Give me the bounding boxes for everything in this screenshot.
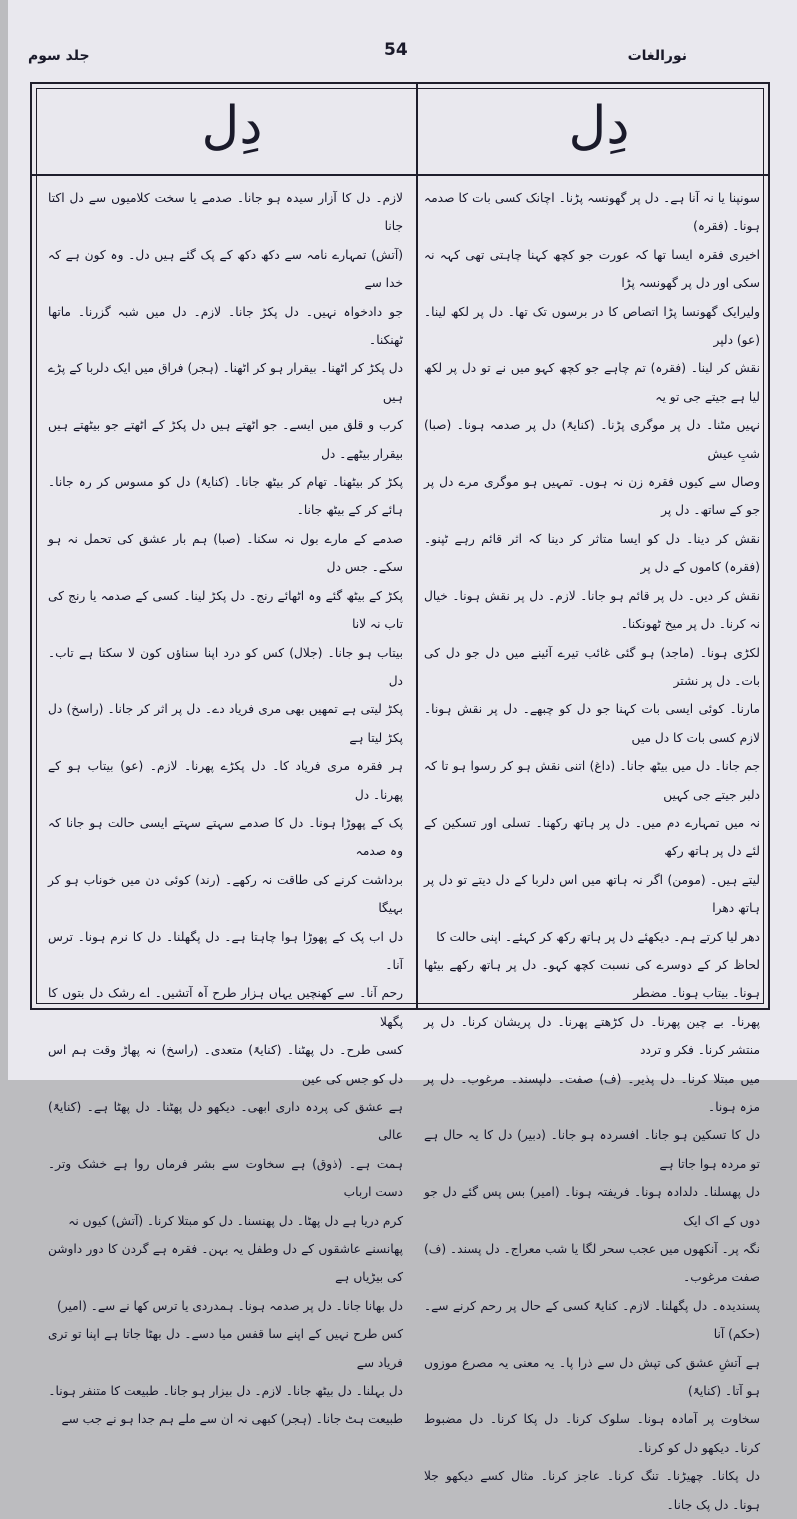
entry-line: (آتش) تمہارے نامہ سے دکھ دکھ کے پک گئے ہیں دل۔ وہ کون ہے کہ خدا سے	[48, 247, 403, 291]
entry-line: مارنا۔ کوئی ایسی بات کہنا جو دل کو چبھے۔ دل پر نقش ہونا۔ لازم کسی بات کا دل میں	[424, 702, 760, 745]
entry-line: ہر فقرہ مری فریاد کا۔ دل پکڑے پھرنا۔ لازم۔ (عو) بیتاب ہو کے پھرنا۔ دل	[48, 759, 403, 802]
entry-line: دل بھانا جانا۔ دل پر صدمہ ہونا۔ ہمدردی یا ترس کھا نے سے۔ (امیر)	[57, 1298, 403, 1313]
entry-line: بیتاب ہو جانا۔ (جلال) کس کو درد اپنا سناؤں کون لا سکتا ہے تاب۔ دل	[48, 645, 403, 688]
entry-line: نہیں مٹنا۔ دل پر موگری پڑنا۔ (کنایۃً) دل پر صدمہ ہونا۔ (صبا) شبِ عیش	[424, 418, 760, 461]
entry-line: سخاوت پر آمادہ ہونا۔ سلوک کرنا۔ دل پکا کرنا۔ دل مضبوط کرنا۔ دیکھو دل کو کرنا۔	[424, 1412, 760, 1455]
entry-line: کس طرح نہیں کے اپنے سا قفس میا دسے۔ دل بھٹا جاتا ہے اپنا تو تری فریاد سے	[48, 1327, 403, 1370]
column-left-text	[48, 184, 403, 1434]
entry-line: دل پھسلنا۔ دلدادہ ہونا۔ فریفتہ ہونا۔ (امیر) بس پس گئے دل جو دوں کے اک ایک	[424, 1185, 760, 1228]
entry-line: جم جانا۔ دل میں بیٹھ جانا۔ (داغ) اتنی نقش ہو کر رسوا ہو تا کہ دلبر جیتے جی کہیں	[424, 759, 760, 802]
entry-line: میں مبتلا کرنا۔ دل پذیر۔ (ف) صفت۔ دلپسند۔ مرغوب۔ دل پر مزہ ہونا۔	[424, 1071, 760, 1114]
entry-line: کرم دریا ہے دل پھٹا۔ دل پھنسنا۔ دل کو مبتلا کرنا۔ (آتش) کیوں نہ	[68, 1213, 403, 1228]
running-head-volume: جلد سوم	[28, 48, 90, 64]
page-number: 54	[384, 40, 408, 60]
entry-line: دھر لیا کرتے ہم۔ دیکھئے دل پر ہاتھ رکھ کر کہئے۔ اپنی حالت کا	[436, 929, 760, 944]
entry-line: دل کا تسکین ہو جانا۔ افسردہ ہو جانا۔ (دبیر) دل کا یہ حال ہے تو مردہ ہوا جاتا ہے	[424, 1128, 760, 1171]
entry-line: ہمت ہے۔ (ذوق) ہے سخاوت سے بشر فرماں روا ہے خشک وتر۔ دست ارباب	[48, 1156, 403, 1200]
entry-line: نگہ پر۔ آنکھوں میں عجب سحر لگا یا شب معراج۔ دل پسند۔ (ف) صفت مرغوب۔	[424, 1242, 760, 1285]
entry-line: ہے آتشِ عشق کی تپش دل سے ذرا پا۔ یہ معنی یہ مصرع موزوں ہو آتا۔ (کنایۃً)	[424, 1355, 760, 1399]
entry-line: طبیعت ہٹ جانا۔ (ہجر) کبھی نہ ان سے ملے ہم جدا ہو نے جب سے	[61, 1412, 403, 1427]
entry-line: نقش کر دیں۔ دل پر قائم ہو جانا۔ لازم۔ دل پر نقش ہونا۔ خیال نہ کرنا۔ دل پر میخ ٹھونکنا۔	[424, 588, 760, 632]
entry-line: پھرنا۔ بے چین پھرنا۔ دل کڑھتے پھرنا۔ دل پریشان کرنا۔ دل پر منتشر کرنا۔ فکر و تردد	[424, 1014, 760, 1058]
entry-line: پک کے پھوڑا ہونا۔ دل کا صدمے سہتے سہتے ایسی حالت ہو جانا کہ وہ صدمہ	[48, 815, 403, 859]
entry-line: برداشت کرنے کی طاقت نہ رکھے۔ (رند) کوئی دن میں خوناب ہو کر بہیگا	[48, 872, 403, 916]
entry-line: نقش کر دینا۔ دل کو ایسا متاثر کر دینا کہ اثر قائم رہے ٹپنو۔ (فقرہ) کاموں کے دل پر	[424, 531, 760, 575]
entry-line: نقش کر لینا۔ (فقرہ) تم چاہے جو کچھ کہو میں نے تو دل پر لکھ لیا ہے جیتے جی تو یہ	[424, 361, 760, 404]
entry-line: دل پکانا۔ چھیڑنا۔ تنگ کرنا۔ عاجز کرنا۔ مثال کسے دیکھو جلا ہونا۔ دل پک جانا۔	[424, 1469, 760, 1512]
entry-line: لازم۔ دل کا آزار سیدہ ہو جانا۔ صدمے یا سخت کلامیوں سے دل اکتا جانا	[48, 191, 403, 234]
entry-line: ولیرایک گھونسا پڑا اتصاص کا در برسوں تک تھا۔ دل پر لکھ لینا۔ (عو) دلپر	[424, 304, 760, 348]
entry-line: پھانسنے عاشقوں کے دل وطفل یہ بہن۔ فقرہ ہے گردن کا دور داوشن کی بیڑیاں ہے	[48, 1242, 403, 1285]
entry-line: پسندیدہ۔ دل پگھلنا۔ لازم۔ کنایۃً کسی کے حال پر رحم کرنے سے۔ (حکم) آنا	[424, 1298, 760, 1342]
entry-line: وصال سے کیوں فقرہ زن نہ ہوں۔ تمہیں ہو موگری مرے دل پر جو کے ساتھ۔ دل پر	[424, 475, 760, 518]
entry-line: لکڑی ہونا۔ (ماجد) ہو گئی غائب تیرے آئینے میں دل جو دل کی بات۔ دل پر نشتر	[424, 645, 760, 688]
entry-line: لیتے ہیں۔ (مومن) اگر نہ ہاتھ میں اس دلربا کے دل دیتے تو دل پر ہاتھ دھرا	[424, 872, 760, 916]
entry-line: لحاظ کر کے دوسرے کی نسبت کچھ کہو۔ دل پر ہاتھ رکھے بیٹھا ہونا۔ بیتاب ہونا۔ مضطر	[424, 957, 760, 1001]
entry-line: دل بہلنا۔ دل بیٹھ جانا۔ لازم۔ دل بیزار ہو جانا۔ طبیعت کا متنفر ہونا۔	[48, 1384, 403, 1399]
header-rule	[32, 174, 768, 176]
entry-line: پکڑ کے بیٹھ گئے وہ اٹھائے رنج۔ دل پکڑ لینا۔ کسی کے صدمہ یا رنج کی تاب نہ لانا	[48, 588, 403, 632]
column-divider	[416, 84, 418, 1008]
running-head-dictionary-title: نورالغات	[627, 48, 687, 64]
column-right-text	[424, 184, 760, 1519]
entry-line: کسی طرح۔ دل پھٹنا۔ (کنایۃً) متعدی۔ (راسخ) نہ پھاڑ وقت ہم اس دل کو جس کی عین	[48, 1043, 403, 1086]
entry-line: صدمے کے مارے بول نہ سکنا۔ (صبا) ہم بار عشق کی تحمل نہ ہو سکے۔ جس دل	[48, 531, 403, 575]
entry-line: اخیری فقرہ ایسا تھا کہ عورت جو کچھ کہنا چاہتی تھی کہہ نہ سکی اور دل پر گھونسہ پڑا	[424, 247, 760, 291]
entry-line: پکڑ لیتی ہے تمھیں بھی مری فریاد دے۔ دل پر اثر کر جانا۔ (راسخ) دل پکڑ لیتا ہے	[48, 702, 403, 745]
entry-line: سونپنا یا نہ آنا ہے۔ دل پر گھونسہ پڑنا۔ اچانک کسی بات کا صدمہ ہونا۔ (فقرہ)	[424, 191, 760, 234]
entry-line: ہے عشق کی پردہ داری ابھی۔ دیکھو دل پھٹنا۔ دل پھٹا ہے۔ (کنایۃً) عالی	[48, 1100, 403, 1143]
entry-line: پکڑ کر بیٹھنا۔ تھام کر بیٹھ جانا۔ (کنایۃً) دل کو مسوس کر رہ جانا۔ ہائے کر کے بیٹھ جانا۔	[48, 475, 403, 518]
entry-line: دل اب پک کے پھوڑا ہوا چاہتا ہے۔ دل پگھلنا۔ دل کا نرم ہونا۔ ترس آنا۔	[48, 929, 403, 972]
entry-line: رحم آنا۔ سے کھنچیں یہاں ہزار طرح آہ آتشیں۔ اے رشک دل بتوں کا پگھلا	[48, 986, 403, 1029]
entry-line: جو دادخواہ نہیں۔ دل پکڑ جانا۔ لازم۔ دل میں شبہ گزرنا۔ ماتھا ٹھنکنا۔	[48, 304, 403, 348]
headword-right: دِل	[568, 96, 630, 156]
entry-line: دل پکڑ کر اٹھنا۔ بیقرار ہو کر اٹھنا۔ (ہجر) فراق میں ایک دلربا کے پڑے ہیں	[48, 361, 403, 404]
entry-line: نہ میں تمہارے دم میں۔ دل پر ہاتھ رکھنا۔ تسلی اور تسکین کے لئے دل پر ہاتھ رکھ	[424, 815, 760, 859]
headword-left: دِل	[201, 96, 263, 156]
page-frame	[30, 82, 770, 1512]
dictionary-page	[8, 0, 797, 1512]
entry-line: کرب و قلق میں ایسے۔ جو اٹھتے ہیں دل پکڑ کے اٹھتے جو بیٹھتے ہیں بیقرار بیٹھے۔ دل	[48, 418, 403, 461]
